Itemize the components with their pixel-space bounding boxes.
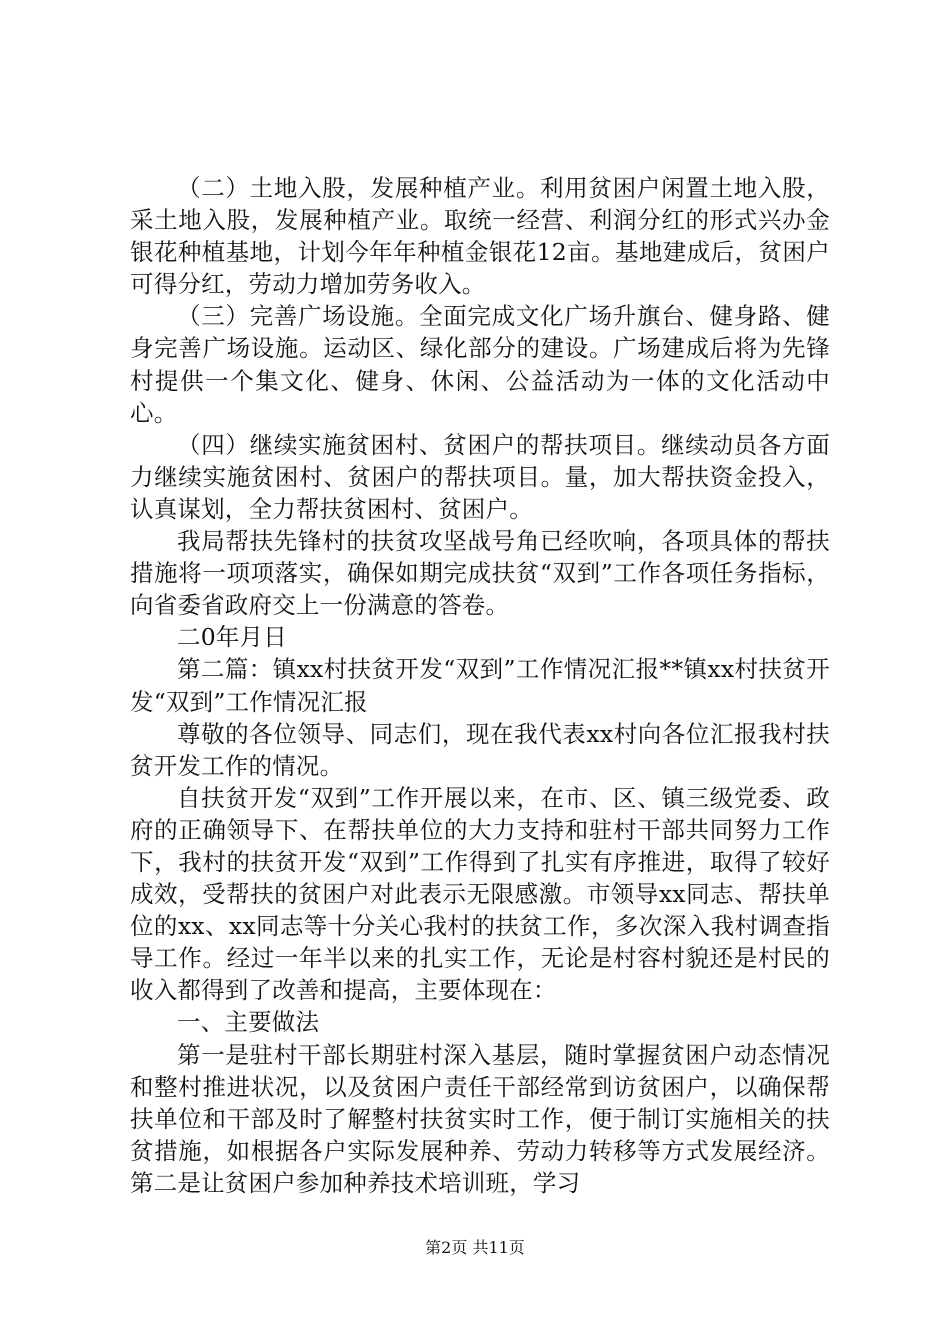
section-heading: 第二篇：镇xx村扶贫开发“双到”工作情况汇报**镇xx村扶贫开发“双到”工作情况汇报 [130, 655, 830, 716]
subheading: 一、主要做法 [177, 1008, 320, 1037]
paragraph: （三）完善广场设施。全面完成文化广场升旗台、健身路、健身完善广场设施。运动区、绿化部分的建设。广场建成后将为先锋村提供一个集文化、健身、休闲、公益活动为一体的文化活动中心。 [130, 302, 830, 427]
date-line: 二0年月日 [177, 623, 287, 652]
paragraph: 第一是驻村干部长期驻村深入基层，随时掌握贫困户动态情况和整村推进状况，以及贫困户责任干部经常到访贫困户，以确保帮扶单位和干部及时了解整村扶贫实时工作，便于制订实施相关的扶贫措施，如根据各户实际发展种养、劳动力转移等方式发展经济。第二是让贫困户参加种养技术培训班，学习 [130, 1040, 830, 1197]
document-body [130, 172, 830, 1199]
paragraph: 自扶贫开发“双到”工作开展以来，在市、区、镇三级党委、政府的正确领导下、在帮扶单位的大力支持和驻村干部共同努力工作下，我村的扶贫开发“双到”工作得到了扎实有序推进，取得了较好成效，受帮扶的贫困户对此表示无限感激。市领导xx同志、帮扶单位的xx、xx同志等十分关心我村的扶贫工作，多次深入我村调查指导工作。经过一年半以来的扎实工作，无论是村容村貌还是村民的收入都得到了改善和提高，主要体现在： [130, 783, 830, 1005]
paragraph: （二）土地入股，发展种植产业。利用贫困户闲置土地入股，采土地入股，发展种植产业。取统一经营、利润分红的形式兴办金银花种植基地，计划今年年种植金银花12亩。基地建成后，贫困户可得分红，劳动力增加劳务收入。 [130, 174, 830, 299]
paragraph: 我局帮扶先锋村的扶贫攻坚战号角已经吹响，各项具体的帮扶措施将一项项落实，确保如期完成扶贫“双到”工作各项任务指标，向省委省政府交上一份满意的答卷。 [130, 527, 830, 620]
page-footer: 第2页 共11页 [425, 1238, 525, 1257]
paragraph: 尊敬的各位领导、同志们，现在我代表xx村向各位汇报我村扶贫开发工作的情况。 [130, 719, 830, 780]
paragraph: （四）继续实施贫困村、贫困户的帮扶项目。继续动员各方面力继续实施贫困村、贫困户的帮扶项目。量，加大帮扶资金投入，认真谋划，全力帮扶贫困村、贫困户。 [130, 430, 830, 523]
